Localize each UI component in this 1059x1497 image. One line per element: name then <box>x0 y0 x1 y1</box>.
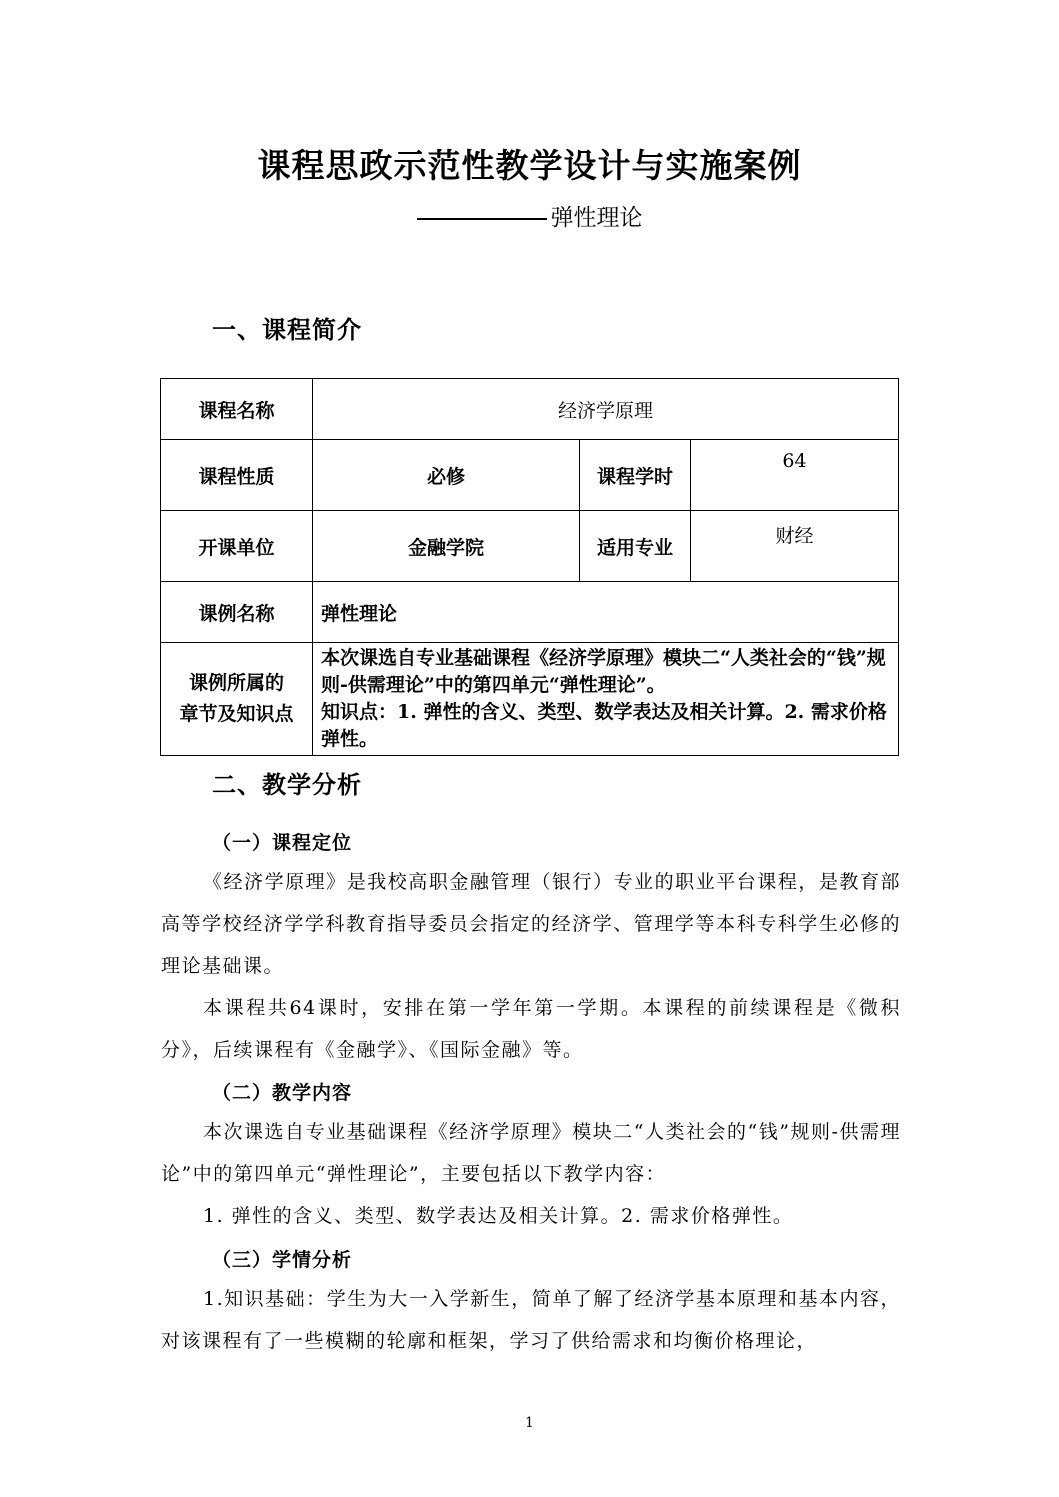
table-value-chapter-text2: 知识点：1. 弹性的含义、类型、数学表达及相关计算。2. 需求价格弹性。 <box>321 701 887 750</box>
table-value-course-name: 经济学原理 <box>313 379 899 440</box>
table-value-course-nature: 必修 <box>313 440 580 511</box>
paragraph-course-positioning: 《经济学原理》是我校高职金融管理（银行）专业的职业平台课程，是教育部高等学校经济学学科教育指导委员会指定的经济学、管理学等本科专科学生必修的理论基础课。 <box>161 871 901 977</box>
paragraph-course-hours: 本课程共64课时，安排在第一学年第一学期。本课程的前续课程是《微积分》，后续课程有《金融学》、《国际金融》等。 <box>161 997 901 1061</box>
table-row <box>161 379 899 440</box>
subtitle-text: 弹性理论 <box>550 205 643 231</box>
paragraph-teaching-content: 本次课选自专业基础课程《经济学原理》模块二“人类社会的“钱”规则-供需理论”中的第四单元“弹性理论”，主要包括以下教学内容： <box>161 1121 901 1185</box>
table-label-chapter-line2: 章节及知识点 <box>179 703 294 725</box>
subtitle-dash <box>481 218 547 220</box>
subheading-teaching-content: （二）教学内容 <box>212 1082 353 1104</box>
table-row <box>161 440 899 511</box>
table-row <box>161 582 899 643</box>
section-heading-course-intro: 一、课程简介 <box>212 315 362 344</box>
document-title: 课程思政示范性教学设计与实施案例 <box>257 146 802 185</box>
paragraph-knowledge-points: 1. 弹性的含义、类型、数学表达及相关计算。2. 需求价格弹性。 <box>203 1205 794 1227</box>
table-label-course-hours: 课程学时 <box>580 440 691 511</box>
table-label-chapter <box>161 643 313 756</box>
page-number: 1 <box>525 1415 534 1431</box>
table-label-major: 适用专业 <box>580 511 691 582</box>
course-info-table <box>160 378 899 756</box>
table-value-chapter <box>313 643 899 756</box>
table-row <box>161 511 899 582</box>
table-label-course-name: 课程名称 <box>161 379 313 440</box>
table-label-course-nature: 课程性质 <box>161 440 313 511</box>
subtitle-dash <box>417 218 483 220</box>
table-label-chapter-line1: 课例所属的 <box>188 672 284 694</box>
subheading-course-positioning: （一）课程定位 <box>212 832 353 854</box>
paragraph-knowledge-foundation: 1.知识基础：学生为大一入学新生，简单了解了经济学基本原理和基本内容，对该课程有了一些模糊的轮廓和框架，学习了供给需求和均衡价格理论， <box>161 1288 901 1352</box>
table-label-case-name: 课例名称 <box>161 582 313 643</box>
subheading-learner-analysis: （三）学情分析 <box>212 1249 353 1271</box>
table-value-chapter-text1: 本次课选自专业基础课程《经济学原理》模块二“人类社会的“钱”规则-供需理论”中的第四单元“弹性理论”。 <box>321 647 886 696</box>
table-value-unit: 金融学院 <box>313 511 580 582</box>
table-value-major: 财经 <box>691 511 899 582</box>
table-label-unit: 开课单位 <box>161 511 313 582</box>
document-subtitle <box>0 199 1059 232</box>
table-value-course-hours: 64 <box>691 440 899 511</box>
table-value-case-name: 弹性理论 <box>313 582 899 643</box>
table-row <box>161 643 899 756</box>
section-heading-teaching-analysis: 二、教学分析 <box>212 770 362 799</box>
